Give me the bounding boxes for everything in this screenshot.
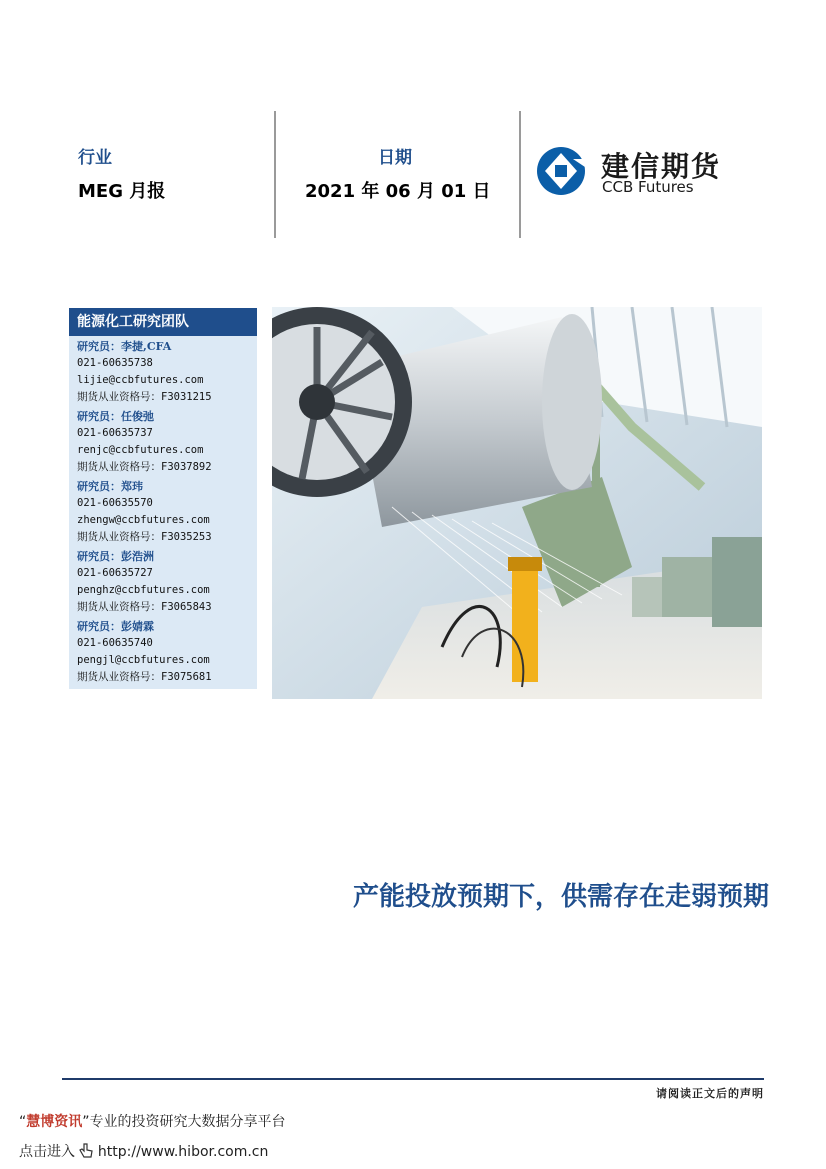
member-phone: 021-60635727 — [77, 567, 153, 579]
report-title: 产能投放预期下，供需存在走弱预期 — [352, 882, 769, 912]
research-team-panel — [69, 308, 257, 689]
header-divider-1 — [274, 111, 276, 238]
hibor-slogan-text: 专业的投资研究大数据分享平台 — [89, 1114, 286, 1130]
hibor-quote-open: “ — [19, 1114, 27, 1130]
pointer-hand-icon — [79, 1143, 93, 1159]
hibor-enter-label: 点击进入 — [19, 1144, 75, 1160]
member-email[interactable]: zhengw@ccbfutures.com — [77, 514, 210, 526]
member-license: 期货从业资格号：F3031215 — [77, 391, 212, 403]
member-license: 期货从业资格号：F3035253 — [77, 531, 212, 543]
member-role: 研究员：任俊弛 — [77, 410, 154, 423]
team-title: 能源化工研究团队 — [69, 308, 257, 336]
member-phone: 021-60635738 — [77, 357, 153, 369]
member-phone: 021-60635737 — [77, 427, 153, 439]
member-email[interactable]: renjc@ccbfutures.com — [77, 444, 204, 456]
hibor-url[interactable]: http://www.hibor.com.cn — [97, 1144, 269, 1160]
logo-name-cn: 建信期货 — [601, 150, 722, 183]
footer-disclaimer: 请阅读正文后的声明 — [656, 1087, 764, 1100]
date-label: 日期 — [378, 148, 412, 168]
header-divider-2 — [519, 111, 521, 238]
member-role: 研究员：郑玮 — [77, 480, 143, 493]
member-email[interactable]: lijie@ccbfutures.com — [77, 374, 204, 386]
team-member — [77, 548, 257, 616]
cover-photo-textile-machine — [272, 307, 762, 699]
member-license: 期货从业资格号：F3075681 — [77, 671, 212, 683]
team-member — [77, 408, 257, 476]
footer-divider — [62, 1078, 764, 1080]
industry-value: MEG 月报 — [78, 181, 166, 202]
member-phone: 021-60635740 — [77, 637, 153, 649]
team-member — [77, 338, 257, 406]
member-email[interactable]: penghz@ccbfutures.com — [77, 584, 210, 596]
hibor-slogan — [19, 1111, 286, 1131]
industry-label: 行业 — [78, 148, 112, 168]
ccb-logo-icon — [533, 145, 589, 197]
member-email[interactable]: pengjl@ccbfutures.com — [77, 654, 210, 666]
member-phone: 021-60635570 — [77, 497, 153, 509]
member-license: 期货从业资格号：F3065843 — [77, 601, 212, 613]
team-member — [77, 478, 257, 546]
logo-name-en: CCB Futures — [602, 178, 694, 196]
member-role: 研究员：彭浩洲 — [77, 550, 154, 563]
team-member — [77, 618, 257, 686]
date-value: 2021 年 06 月 01 日 — [305, 181, 491, 202]
member-license: 期货从业资格号：F3037892 — [77, 461, 212, 473]
hibor-quote-close: ” — [82, 1114, 90, 1130]
hibor-link[interactable] — [19, 1141, 268, 1161]
member-role: 研究员：彭婧霖 — [77, 620, 154, 633]
member-role: 研究员：李捷,CFA — [77, 340, 172, 353]
hibor-brand: 慧博资讯 — [26, 1114, 83, 1130]
